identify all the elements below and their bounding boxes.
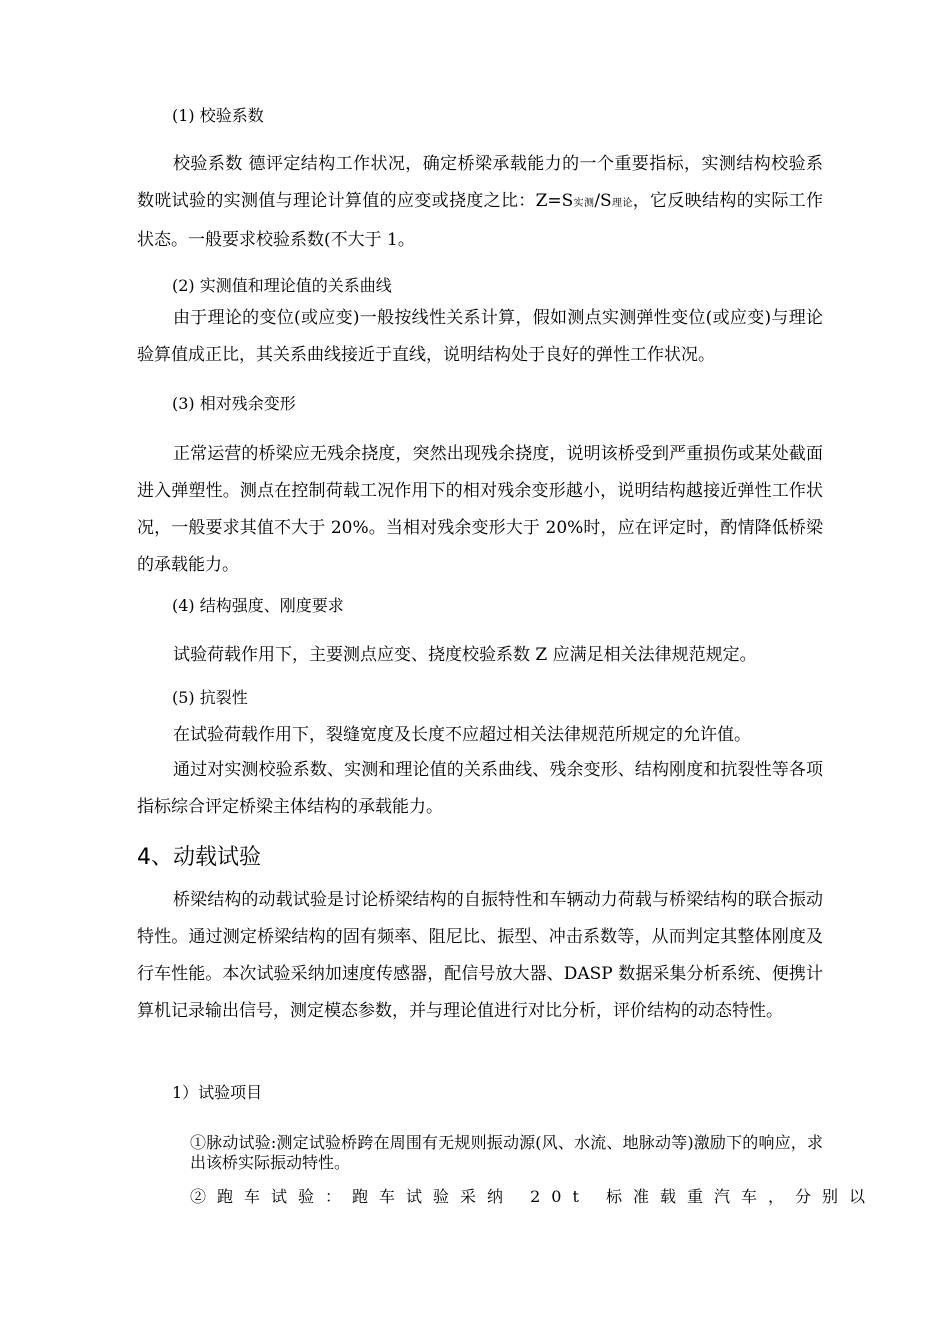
section-title-dynamic-load-test: 4、动载试验 — [137, 845, 261, 870]
subscript-theoretical: 理论 — [611, 198, 633, 209]
heading-calibration-coefficient: (1) 校验系数 — [172, 106, 264, 125]
heading-residual-deformation: (3) 相对残余变形 — [172, 394, 296, 413]
paragraph-strength-stiffness: 试验荷载作用下，主要测点应变、挠度校验系数 Z 应满足相关法律规范规定。 — [173, 645, 757, 665]
paragraph-crack-resistance: 在试验荷载作用下，裂缝宽度及长度不应超过相关法律规范所规定的允许值。 — [173, 725, 751, 745]
paragraph-overall-evaluation: 通过对实测校验系数、实测和理论值的关系曲线、残余变形、结构刚度和抗裂性等各项指标综合评定桥梁主体结构的承载能力。 — [137, 760, 823, 817]
list-item-ambient-vibration-test: ①脉动试验:测定试验桥跨在周围有无规则振动源(风、水流、地脉动等)激励下的响应，求出该桥实际振动特性。 — [190, 1133, 823, 1172]
subscript-measured: 实测 — [573, 198, 595, 209]
heading-test-items: 1）试验项目 — [172, 1083, 263, 1102]
paragraph-relation-curve: 由于理论的变位(或应变)一般按线性关系计算，假如测点实测弹性变位(或应变)与理论验算值成正比，其关系曲线接近于直线，说明结构处于良好的弹性工作状况。 — [137, 308, 823, 365]
heading-strength-stiffness: (4) 结构强度、刚度要求 — [172, 596, 344, 615]
paragraph-text: 校验系数 德评定结构工作状况，确定桥梁承载能力的一个重要指标，实测结构校验系数咣试验的实测值与理论计算值的应变或挠度之比：Z=S — [137, 154, 823, 211]
paragraph-text: ，它反映结构的实际工作状态。一般要求校验系数(不大于 1。 — [137, 191, 824, 250]
paragraph-dynamic-load-test: 桥梁结构的动载试验是讨论桥梁结构的自振特性和车辆动力荷载与桥梁结构的联合振动特性。通过测定桥梁结构的固有频率、阻尼比、振型、冲击系数等，从而判定其整体刚度及行车性能。本次试验采纳加速度传感器，配信号放大器、DASP 数据采集分析系统、便携计算机记录输出信号，测定模态参数，并与理论值进行对比分析，评价结构的动态特性。 — [137, 890, 823, 1021]
heading-crack-resistance: (5) 抗裂性 — [172, 688, 248, 707]
list-item-running-vehicle-test: ②跑车试验：跑车试验采纳 20t 标准载重汽车，分别以 — [190, 1187, 876, 1206]
paragraph-text: /S — [594, 191, 612, 211]
paragraph-residual-deformation: 正常运营的桥梁应无残余挠度，突然出现残余挠度，说明该桥受到严重损伤或某处截面进入弹塑性。测点在控制荷载工况作用下的相对残余变形越小，说明结构越接近弹性工作状况，一般要求其值不大于 20%。当相对残余变形大于 20%时，应在评定时，酌情降低桥梁的承载能力。 — [137, 444, 823, 575]
paragraph-calibration-coefficient — [137, 146, 823, 259]
heading-relation-curve: (2) 实测值和理论值的关系曲线 — [172, 276, 392, 295]
